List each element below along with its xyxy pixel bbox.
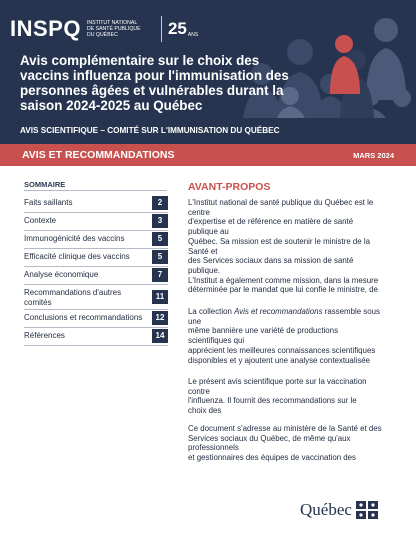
toc-item-faits-saillants[interactable] xyxy=(24,195,168,213)
brand-row xyxy=(10,16,198,42)
text-line: même bannière une variété de productions xyxy=(188,326,339,336)
text-line: Ce document s'adresse au ministère de la Santé et des xyxy=(188,424,382,433)
cover-header xyxy=(0,0,416,130)
toc-item-label: Immunogénicité des vaccins xyxy=(24,234,125,243)
text-line: Québec. Sa mission est de soutenir le ministre de la xyxy=(188,236,371,246)
section-title: AVANT-PROPOS xyxy=(188,181,271,193)
paragraph-mission xyxy=(188,198,388,295)
institute-line: INSTITUT NATIONAL xyxy=(86,20,138,26)
toc-item-label: Références xyxy=(24,331,65,340)
quebec-wordmark: Québec xyxy=(300,500,352,519)
text-line: contre xyxy=(188,386,210,396)
anniversary-suffix: ANS xyxy=(187,32,199,38)
toc-page-number: 2 xyxy=(152,196,168,210)
toc-item-immunogenicite[interactable] xyxy=(24,231,168,249)
toc-item-contexte[interactable] xyxy=(24,213,168,231)
page-subtitle: AVIS SCIENTIFIQUE – COMITÉ SUR L'IMMUNISATION DU QUÉBEC xyxy=(20,126,280,135)
toc-item-label: Contexte xyxy=(24,216,57,225)
toc-item-label: Conclusions et recommandations xyxy=(24,313,143,322)
paragraph-audience xyxy=(188,424,388,463)
toc-item-label: Efficacité clinique des vaccins xyxy=(24,252,130,261)
toc-item-label: Recommandations d'autres comités xyxy=(24,288,122,307)
institute-name xyxy=(87,20,157,38)
text-line: apprécient les meilleures connaissances scientifiques xyxy=(188,345,376,355)
paragraph-subject xyxy=(188,377,388,416)
text-line: scientifiques qui xyxy=(188,336,245,346)
toc-item-references[interactable] xyxy=(24,328,168,346)
text-line: choix des xyxy=(188,406,222,416)
text-line: centre xyxy=(188,207,210,217)
text-line: d'expertise et de référence en matière de santé xyxy=(188,217,354,227)
text-line: Santé et xyxy=(188,246,218,256)
text-line: publique au xyxy=(188,227,229,237)
toc-page-number: 14 xyxy=(152,329,168,343)
text-line: publique. xyxy=(188,265,221,275)
text-line: La collection Avis et recommandations rassemble sous xyxy=(188,307,380,316)
text-line: Le présent avis scientifique porte sur la vaccination xyxy=(188,377,367,386)
fleur-de-lis-flag-icon xyxy=(356,501,378,519)
toc-page-number: 11 xyxy=(152,290,168,304)
toc-page-number: 7 xyxy=(152,268,168,282)
text-line: L'Institut national de santé publique du Québec est le xyxy=(188,198,374,207)
toc-page-number: 3 xyxy=(152,214,168,228)
collection-label: AVIS ET RECOMMANDATIONS xyxy=(22,149,175,161)
inspq-logo: INSPQ xyxy=(10,16,81,41)
text-line: disponibles et y ajoutent une analyse contextualisée xyxy=(188,355,371,365)
text-line: une xyxy=(188,316,202,326)
toc-item-analyse-economique[interactable] xyxy=(24,267,168,285)
anniversary-number: 25 xyxy=(167,19,187,38)
toc-item-recommandations-comites[interactable] xyxy=(24,285,168,310)
publication-date: MARS 2024 xyxy=(353,151,394,160)
institute-line: DU QUÉBEC xyxy=(86,32,118,38)
text-line: déterminée par le mandat que lui confie le ministre, de xyxy=(188,285,378,295)
toc-item-efficacite[interactable] xyxy=(24,249,168,267)
toc-divider xyxy=(24,190,167,191)
text-line: l'influenza. Il fournit des recommandations sur le xyxy=(188,396,357,406)
toc-item-conclusions[interactable] xyxy=(24,310,168,328)
institute-line: DE SANTÉ PUBLIQUE xyxy=(86,26,141,32)
toc-page-number: 12 xyxy=(152,311,168,325)
toc-page-number: 5 xyxy=(152,232,168,246)
text-line: et gestionnaires des équipes de vaccination des xyxy=(188,453,357,463)
paragraph-collection xyxy=(188,307,388,365)
text-line: des Services sociaux dans sa mission de santé xyxy=(188,256,354,266)
text-line: L'Institut a également comme mission, dans la mesure xyxy=(188,275,379,285)
text-line: Services sociaux du Québec, de même qu'aux xyxy=(188,433,351,443)
table-of-contents xyxy=(24,195,168,346)
toc-item-label: Faits saillants xyxy=(24,198,73,207)
toc-page-number: 5 xyxy=(152,250,168,264)
page-title: Avis complémentaire sur le choix des vaccins influenza pour l'immunisation des personnes âgées et vulnérables durant la saison 2024-2025 au Québec xyxy=(20,53,289,113)
toc-title: SOMMAIRE xyxy=(24,180,66,189)
brand-divider xyxy=(161,16,162,42)
toc-item-label: Analyse économique xyxy=(24,270,99,279)
quebec-logo xyxy=(300,500,378,520)
text-line: professionnels xyxy=(188,443,239,453)
